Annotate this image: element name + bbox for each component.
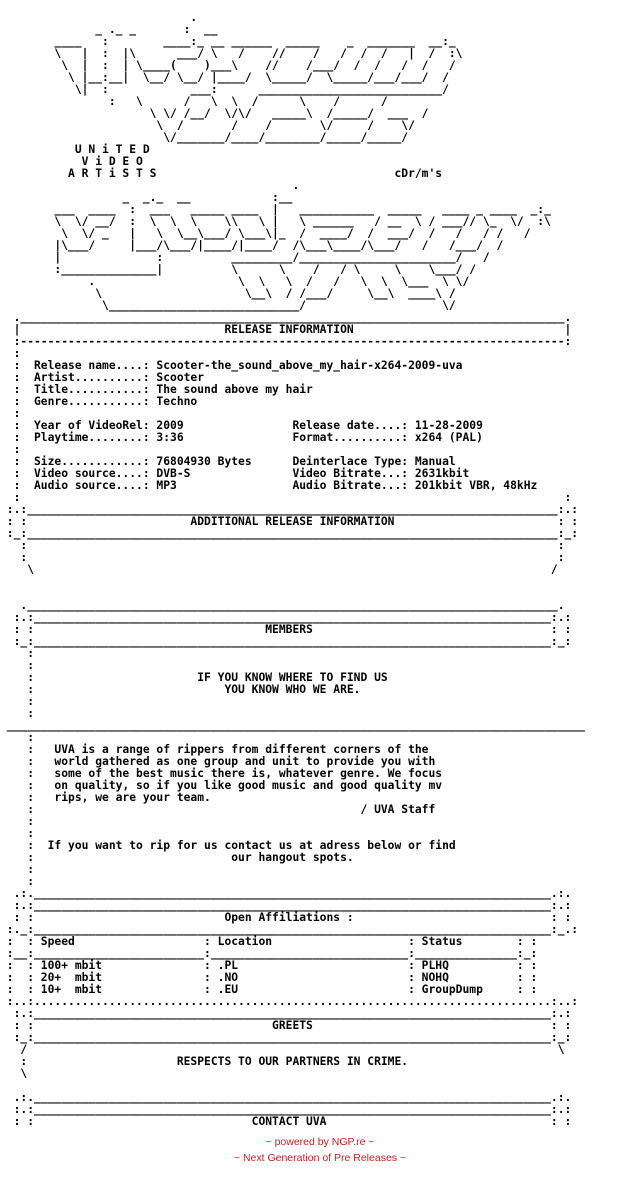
release-header-rule: :--------------------------------------------------------------------------------: (0, 335, 572, 348)
logo-united-label: U N i T E D (0, 143, 504, 156)
release-field: : Year of VideoRel: 2009 Release date....: 11-28-2009 (0, 419, 483, 432)
spacer: : (0, 875, 35, 888)
affil-row: : : 100+ mbit : .PL : PLHQ : : (0, 959, 538, 972)
logo-art-line: | : _________/_______________________/ / (0, 251, 490, 264)
release-field: : Genre...........: Techno (0, 395, 198, 408)
affil-row: : : 10+ mbit : .EU : GroupDump : : (0, 983, 538, 996)
additional-box-bottom: :_:______________________________________________________________________________:_: (0, 527, 579, 540)
additional-box-top: :.:______________________________________________________________________________:.: (0, 503, 579, 516)
members-about-line: : rips, we are your team. (0, 791, 211, 804)
logo-art-line: _ ._ _ : __ (0, 23, 218, 36)
spacer: : (0, 863, 35, 876)
logo-art-line: \ \/ __/ : \ \ \ \\ \ | \ ______ / __ \ / ___// \_ \/ :\ (0, 215, 551, 228)
logo-art-line: \ | : |\ ___/ \ / // / / / / | / :\ (0, 47, 463, 60)
logo-art-line: \ | : | \____( )___\ // /___/ / / / / / (0, 59, 456, 72)
spacer: : (0, 707, 35, 720)
members-signature: : / UVA Staff (0, 803, 436, 816)
logo-art-line: . \ \ \ / / \ \ \___ \ \/ (0, 275, 470, 288)
next-generation-line: ~ Next Generation of Pre Releases ~ (233, 1152, 407, 1164)
spacer: : (0, 815, 35, 828)
spacer: : (0, 647, 35, 660)
release-field: : Video source....: DVB-S Video Bitrate...: 2631kbit (0, 467, 470, 480)
logo-art-line: \____________________________/ \/ (0, 299, 456, 312)
logo-art-line: \/_______/____/________/_____/_____/ (0, 131, 409, 144)
spacer: / \ (0, 1043, 565, 1056)
release-spacer: : (0, 407, 21, 420)
affil-box-top: :.:____________________________________________________________________________:.: (0, 899, 572, 912)
spacer: \ (0, 1067, 28, 1080)
logo-art-line: : \ / \ \ / \ / / (0, 95, 388, 108)
release-spacer: : : (0, 491, 572, 504)
spacer: : (0, 731, 35, 744)
logo-art-line: ___ ____ : ___ _____ ____ | ___________ _____ ____ _ ____ _:_ (0, 203, 551, 216)
greets-box-bottom: :_:____________________________________________________________________________:_: (0, 1031, 572, 1044)
affil-columns-rule: :__:_________________________:_____________________________:_______________:_: (0, 947, 538, 960)
spacer: : : (0, 551, 565, 564)
additional-header: : : ADDITIONAL RELEASE INFORMATION : : (0, 515, 579, 528)
powered-by-line[interactable]: ~ powered by NGP.re ~ (265, 1136, 375, 1148)
logo-art-line: \ \__\ / /___/ \__\ ____\ / (0, 287, 456, 300)
members-motto-2: : YOU KNOW WHO WE ARE. (0, 683, 361, 696)
logo-art-line: |\___/ |___/\___/|____/|____/ /\___\____/\___/ / /___/ / (0, 239, 504, 252)
release-spacer: : (0, 443, 21, 456)
spacer: : (0, 827, 35, 840)
release-box-top: .________________________________________________________________________________. (0, 311, 572, 324)
members-box-rule: .______________________________________________________________________________. (0, 599, 565, 612)
logo-video-label: V i D E O (0, 155, 143, 168)
affil-row: : : 20+ mbit : .NO : NOHQ : : (0, 971, 538, 984)
greets-box-top: :.:____________________________________________________________________________:.: (0, 1007, 572, 1020)
logo-artists-label: A R T i S T S cDr/m's (0, 167, 443, 180)
greets-header: : : GREETS : : (0, 1019, 572, 1032)
members-about-line: : on quality, so if you like good music and good quality mv (0, 779, 443, 792)
members-about-line: : some of the best music there is, whatever genre. We focus (0, 767, 443, 780)
logo-art-line: \ \/ /__/ \/\/ _____\ /_____/ ___ / (0, 107, 429, 120)
spacer: : (0, 695, 35, 708)
release-field: : Title...........: The sound above my hair (0, 383, 313, 396)
members-box-top: :.:____________________________________________________________________________:.: (0, 611, 572, 624)
release-field: : Release name....: Scooter-the_sound_above_my_hair-x264-2009-uva (0, 359, 463, 372)
release-field: : Audio source....: MP3 Audio Bitrate...: 201kbit VBR, 48kHz (0, 479, 538, 492)
members-box-bottom: :_:____________________________________________________________________________:_: (0, 635, 572, 648)
contact-box-top: :.:____________________________________________________________________________:.: (0, 1103, 572, 1116)
logo-art-line: \ |__:__| \__/ \__/ |____/ \_____/ \_____/___/___/ / (0, 71, 449, 84)
logo-art-line: \ \/ _ | \ \__\___/ \___\|_ / ____/ / ___/ / / / / / (0, 227, 531, 240)
logo-art-line: \ / / / \/ / \/ (0, 119, 415, 132)
affil-bottom: :..:............................................................................:..: (0, 995, 579, 1008)
spacer: : : (0, 539, 565, 552)
greets-text: : RESPECTS TO OUR PARTNERS IN CRIME. (0, 1055, 409, 1068)
contact-header: : : CONTACT UVA : : (0, 1115, 572, 1128)
spacer: : (0, 659, 35, 672)
logo-art-line: . (0, 11, 198, 24)
release-field: : Artist..........: Scooter (0, 371, 205, 384)
affil-box-rule: .:.____________________________________________________________________________.:. (0, 887, 572, 900)
release-field: : Size............: 76804930 Bytes Deinterlace Type: Manual (0, 455, 456, 468)
release-header: | RELEASE INFORMATION | (0, 323, 572, 336)
members-header: : : MEMBERS : : (0, 623, 572, 636)
members-about-line: : UVA is a range of rippers from different corners of the (0, 743, 429, 756)
members-contact-line-1: : If you want to rip for us contact us at adress below or find (0, 839, 456, 852)
release-spacer: : (0, 347, 21, 360)
members-motto-1: : IF YOU KNOW WHERE TO FIND US (0, 671, 388, 684)
members-contact-line-2: : our hangout spots. (0, 851, 354, 864)
logo-art-line: _ _._ __ :__ (0, 191, 293, 204)
logo-art-line: :______________| \ \ / / \ \ \___/ / (0, 263, 477, 276)
affil-header: : : Open Affiliations : : : (0, 911, 572, 924)
logo-art-line: . (0, 179, 300, 192)
affil-header-rule: :._:____________________________________________________________________________:_.: (0, 923, 579, 936)
release-field: : Playtime........: 3:36 Format..........: x264 (PAL) (0, 431, 483, 444)
contact-box-rule: .:.____________________________________________________________________________.:. (0, 1091, 572, 1104)
spacer (0, 576, 585, 588)
logo-art-line: ____ : ____:_ __ ______ _____ _ _______ __:_ (0, 35, 456, 48)
members-about-line: : world gathered as one group and unit to provide you with (0, 755, 436, 768)
affil-columns: : : Speed : Location : Status : : (0, 935, 538, 948)
spacer: \ / (0, 563, 558, 576)
members-divider: _____________________________________________________________________________________ (0, 719, 585, 732)
logo-art-line: \| : ___: ___________________________/ (0, 83, 449, 96)
